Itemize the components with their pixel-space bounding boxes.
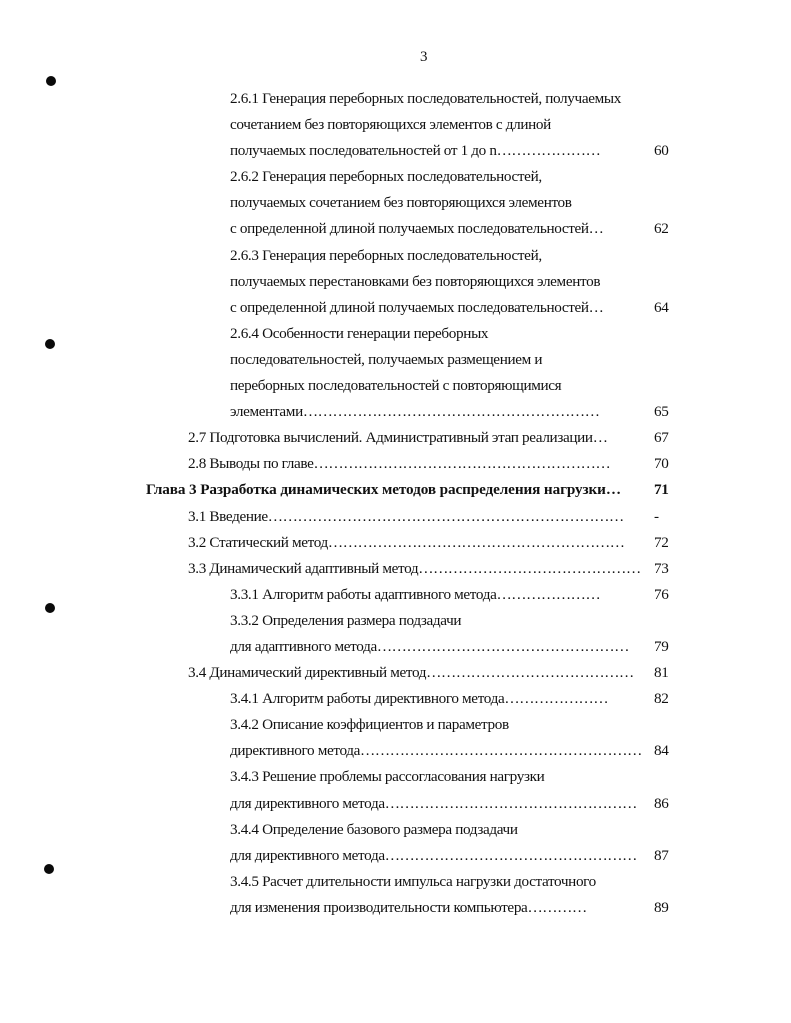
toc-entry-text: 3.1 Введение……………………………………………………………… bbox=[188, 507, 624, 525]
toc-line-3-2 bbox=[0, 530, 791, 556]
toc-entry-text: 3.3 Динамический адаптивный метод……………………………………… bbox=[188, 559, 641, 577]
toc-line-3-3-2-a bbox=[0, 608, 791, 634]
toc-entry-text: 3.3.1 Алгоритм работы адаптивного метода………………… bbox=[230, 585, 601, 603]
toc-page-number: 79 bbox=[654, 637, 669, 655]
toc-line-2-6-1-b bbox=[0, 112, 791, 138]
toc-entry-text: 3.4 Динамический директивный метод…………………………………… bbox=[188, 664, 634, 682]
table-of-contents bbox=[0, 86, 791, 921]
toc-line-chapter-3 bbox=[0, 477, 791, 503]
toc-line-2-6-3-c bbox=[0, 295, 791, 321]
toc-line-3-4-5-a bbox=[0, 869, 791, 895]
toc-page-number: 67 bbox=[654, 429, 669, 447]
toc-line-2-6-4-b bbox=[0, 347, 791, 373]
toc-line-3-4-2-a bbox=[0, 712, 791, 738]
toc-line-2-6-2-b bbox=[0, 190, 791, 216]
toc-line-2-6-3-b bbox=[0, 269, 791, 295]
toc-entry-text: для адаптивного метода…………………………………………… bbox=[230, 637, 630, 655]
toc-line-3-4-3-a bbox=[0, 764, 791, 790]
toc-page-number: 60 bbox=[654, 142, 669, 160]
toc-entry-text: 3.4.5 Расчет длительности импульса нагрузки достаточного bbox=[230, 872, 596, 890]
toc-page-number: 76 bbox=[654, 585, 669, 603]
toc-entry-text: получаемых перестановками без повторяющихся элементов bbox=[230, 272, 601, 290]
toc-entry-text: 3.4.2 Описание коэффициентов и параметров bbox=[230, 716, 509, 734]
toc-page-number: 81 bbox=[654, 664, 669, 682]
toc-entry-text: директивного метода………………………………………………… bbox=[230, 742, 642, 760]
toc-line-3-4-4-a bbox=[0, 817, 791, 843]
toc-page-number: 71 bbox=[654, 481, 669, 499]
toc-entry-text: получаемых последовательностей от 1 до n………………… bbox=[230, 142, 601, 160]
toc-line-2-6-1-a bbox=[0, 86, 791, 112]
toc-line-3-4-3-b bbox=[0, 791, 791, 817]
toc-entry-text: 2.6.2 Генерация переборных последовательностей, bbox=[230, 168, 542, 186]
toc-entry-text: 3.4.1 Алгоритм работы директивного метода………………… bbox=[230, 690, 609, 708]
toc-line-2-6-4-c bbox=[0, 373, 791, 399]
toc-line-2-6-2-a bbox=[0, 164, 791, 190]
toc-line-3-4-1 bbox=[0, 686, 791, 712]
toc-line-2-7 bbox=[0, 425, 791, 451]
toc-entry-text: получаемых сочетанием без повторяющихся элементов bbox=[230, 194, 572, 212]
toc-page-number: 65 bbox=[654, 403, 669, 421]
toc-page-number: 70 bbox=[654, 455, 669, 473]
toc-entry-text: для директивного метода…………………………………………… bbox=[230, 794, 637, 812]
punch-hole-1 bbox=[46, 76, 56, 86]
toc-chapter-title: Глава 3 Разработка динамических методов распределения нагрузки… bbox=[146, 481, 621, 499]
toc-entry-text: с определенной длиной получаемых последовательностей… bbox=[230, 220, 604, 238]
toc-entry-text: 3.4.3 Решение проблемы рассогласования нагрузки bbox=[230, 768, 545, 786]
toc-page-number: 82 bbox=[654, 690, 669, 708]
toc-line-2-6-3-a bbox=[0, 243, 791, 269]
toc-line-3-4 bbox=[0, 660, 791, 686]
toc-page-number: 86 bbox=[654, 794, 669, 812]
toc-line-3-1 bbox=[0, 504, 791, 530]
toc-line-2-6-2-c bbox=[0, 216, 791, 242]
toc-entry-text: последовательностей, получаемых размещением и bbox=[230, 350, 543, 368]
toc-entry-text: 2.8 Выводы по главе…………………………………………………… bbox=[188, 455, 611, 473]
toc-entry-text: 3.4.4 Определение базового размера подзадачи bbox=[230, 820, 518, 838]
toc-line-3-3-1 bbox=[0, 582, 791, 608]
toc-line-2-6-4-d bbox=[0, 399, 791, 425]
toc-entry-text: элементами…………………………………………………… bbox=[230, 403, 600, 421]
toc-entry-text: 2.6.3 Генерация переборных последовательностей, bbox=[230, 246, 542, 264]
toc-entry-text: 3.3.2 Определения размера подзадачи bbox=[230, 611, 462, 629]
toc-page-number: 72 bbox=[654, 533, 669, 551]
toc-line-3-3-2-b bbox=[0, 634, 791, 660]
toc-line-3-4-4-b bbox=[0, 843, 791, 869]
toc-entry-text: сочетанием без повторяющихся элементов с длиной bbox=[230, 116, 551, 134]
toc-entry-text: переборных последовательностей с повторяющимися bbox=[230, 377, 562, 395]
toc-entry-text: с определенной длиной получаемых последовательностей… bbox=[230, 298, 604, 316]
page-number: 3 bbox=[420, 49, 428, 65]
toc-entry-text: 2.6.1 Генерация переборных последовательностей, получаемых bbox=[230, 90, 621, 107]
toc-line-2-8 bbox=[0, 451, 791, 477]
toc-entry-text: 2.6.4 Особенности генерации переборных bbox=[230, 324, 489, 342]
toc-line-2-6-1-c bbox=[0, 138, 791, 164]
toc-line-2-6-4-a bbox=[0, 321, 791, 347]
toc-page-number: 64 bbox=[654, 298, 669, 316]
toc-entry-text: 3.2 Статический метод…………………………………………………… bbox=[188, 533, 625, 551]
toc-line-3-4-5-b bbox=[0, 895, 791, 921]
toc-page-number: 73 bbox=[654, 559, 669, 577]
toc-entry-text: для директивного метода…………………………………………… bbox=[230, 846, 637, 864]
toc-page-number: 84 bbox=[654, 742, 669, 760]
toc-line-3-3 bbox=[0, 556, 791, 582]
toc-page-number: 62 bbox=[654, 220, 669, 238]
toc-entry-text: 2.7 Подготовка вычислений. Административный этап реализации… bbox=[188, 429, 608, 447]
toc-entry-text: для изменения производительности компьютера………… bbox=[230, 898, 587, 916]
toc-page-number: 89 bbox=[654, 898, 669, 916]
toc-page-number: 87 bbox=[654, 846, 669, 864]
toc-page-number: - bbox=[654, 507, 659, 525]
toc-line-3-4-2-b bbox=[0, 738, 791, 764]
